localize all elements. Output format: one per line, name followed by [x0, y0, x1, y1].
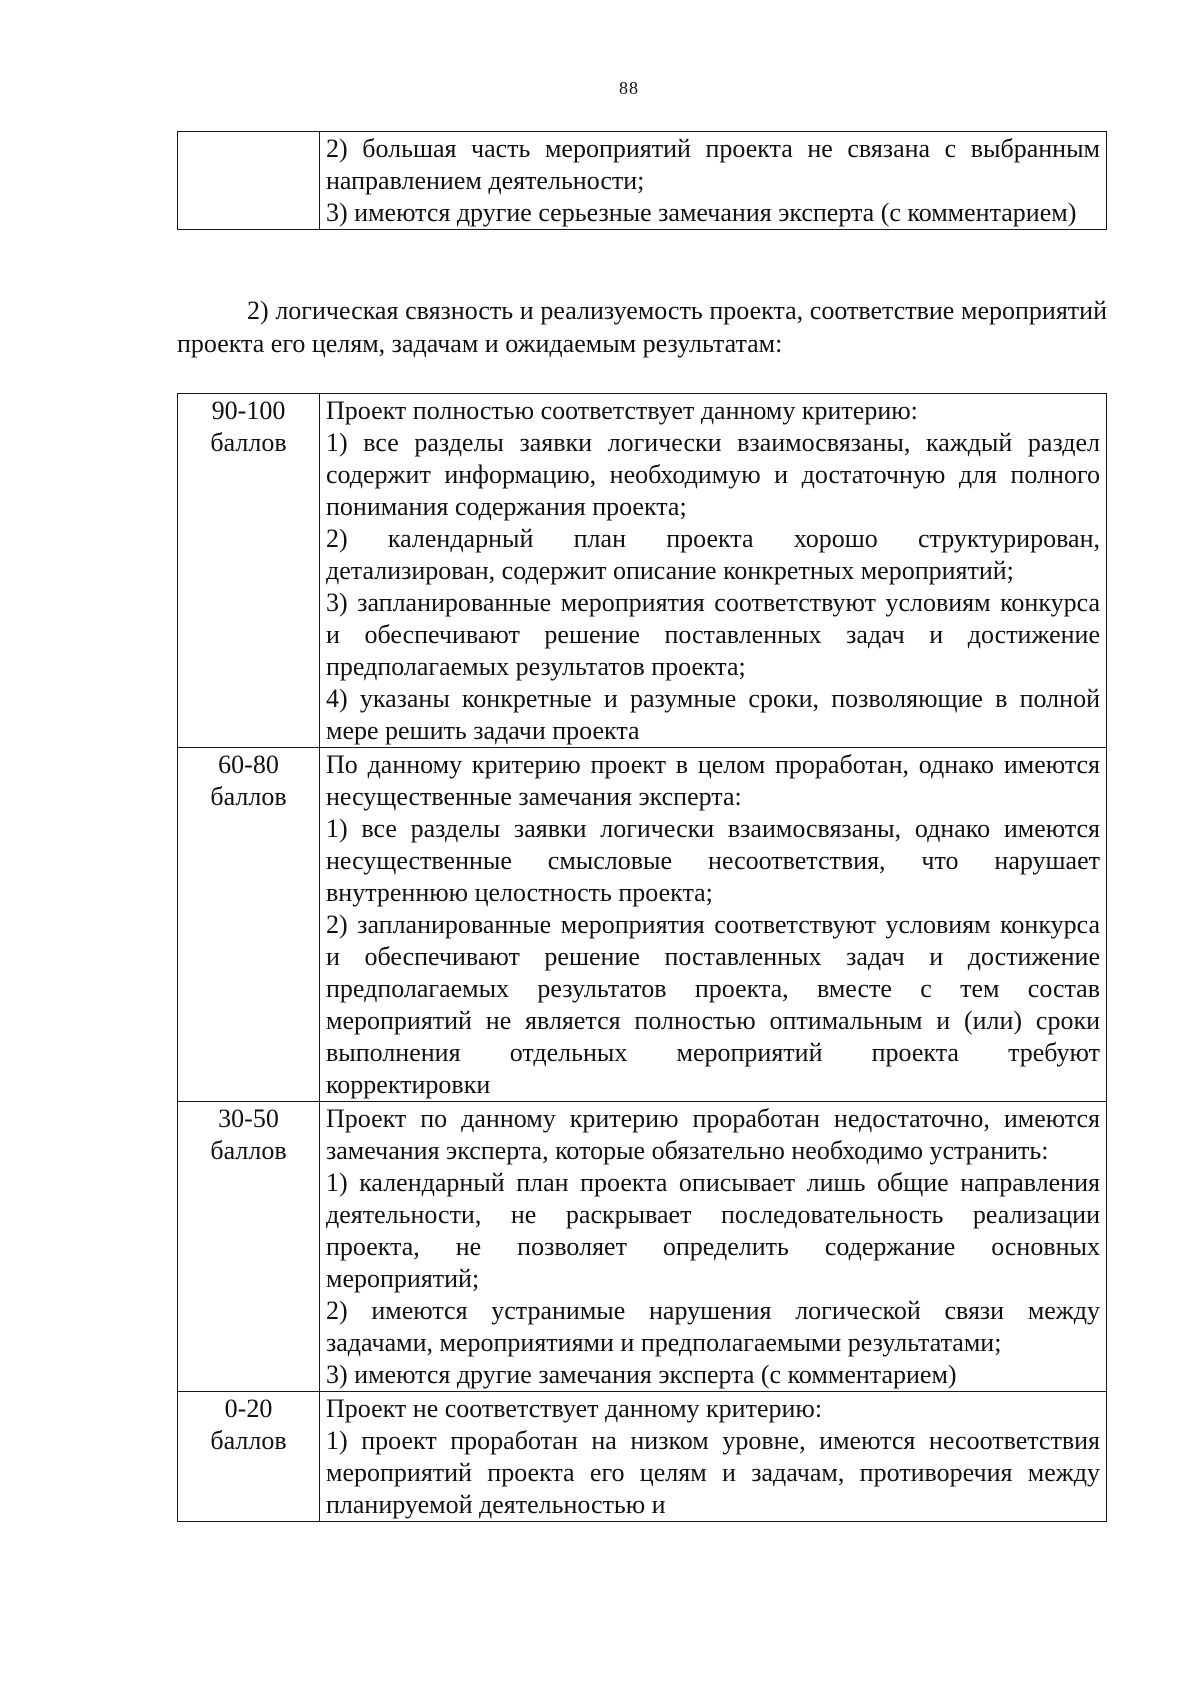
criterion-line: 1) календарный план проекта описывает лишь общие направления деятельности, не раскрывает последовательность реализации проекта, не позволяет определить содержание основных мероприятий; — [326, 1168, 1100, 1293]
score-unit: баллов — [210, 1136, 287, 1165]
criterion-line: 3) имеются другие серьезные замечания эксперта (с комментарием) — [326, 198, 1077, 227]
score-unit: баллов — [210, 782, 287, 811]
score-range: 30-50 — [218, 1104, 279, 1133]
page-number: 88 — [619, 78, 639, 98]
score-cell — [178, 748, 320, 1102]
score-unit: баллов — [210, 428, 287, 457]
continuation-table — [177, 131, 1107, 230]
criterion-line: 3) имеются другие замечания эксперта (с комментарием) — [326, 1360, 957, 1389]
description-cell — [320, 394, 1107, 748]
table-row — [178, 1102, 1107, 1392]
criteria-table — [177, 393, 1107, 1522]
table-row — [178, 748, 1107, 1102]
criterion-line: 2) календарный план проекта хорошо структурирован, детализирован, содержит описание конкретных мероприятий; — [326, 524, 1100, 585]
description-cell — [320, 1102, 1107, 1392]
score-unit: баллов — [210, 1426, 287, 1455]
criterion-heading: 2) логическая связность и реализуемость проекта, соответствие мероприятий проекта его целям, задачам и ожидаемым результатам: — [177, 296, 1107, 358]
table-row — [178, 1392, 1107, 1522]
criterion-line: Проект не соответствует данному критерию: — [326, 1394, 823, 1423]
description-cell — [320, 132, 1107, 230]
description-cell — [320, 748, 1107, 1102]
criterion-line: 1) все разделы заявки логически взаимосвязаны, каждый раздел содержит информацию, необходимую и достаточную для полного понимания содержания проекта; — [326, 428, 1100, 521]
description-cell — [320, 1392, 1107, 1522]
criterion-line: 2) большая часть мероприятий проекта не связана с выбранным направлением деятельности; — [326, 134, 1100, 195]
criterion-line: Проект по данному критерию проработан недостаточно, имеются замечания эксперта, которые обязательно необходимо устранить: — [326, 1104, 1100, 1165]
score-cell — [178, 1392, 320, 1522]
criterion-line: 2) запланированные мероприятия соответствуют условиям конкурса и обеспечивают решение поставленных задач и достижение предполагаемых результатов проекта, вместе с тем состав мероприятий не является полностью оптимальным и (или) сроки выполнения отдельных мероприятий проекта требуют корректировки — [326, 910, 1100, 1099]
criterion-line: По данному критерию проект в целом проработан, однако имеются несущественные замечания эксперта: — [326, 750, 1100, 811]
criterion-line: 1) все разделы заявки логически взаимосвязаны, однако имеются несущественные смысловые несоответствия, что нарушает внутреннюю целостность проекта; — [326, 814, 1100, 907]
table-row — [178, 394, 1107, 748]
criterion-line: 1) проект проработан на низком уровне, имеются несоответствия мероприятий проекта его целям и задачам, противоречия между планируемой деятельностью и — [326, 1426, 1100, 1519]
score-cell-empty — [178, 132, 320, 230]
table-row — [178, 132, 1107, 230]
score-range: 0-20 — [224, 1394, 273, 1423]
score-range: 60-80 — [218, 750, 279, 779]
criterion-line: 4) указаны конкретные и разумные сроки, позволяющие в полной мере решить задачи проекта — [326, 684, 1100, 745]
score-cell — [178, 394, 320, 748]
score-range: 90-100 — [211, 396, 286, 425]
criterion-line: 2) имеются устранимые нарушения логической связи между задачами, мероприятиями и предполагаемыми результатами; — [326, 1296, 1100, 1357]
criterion-line: 3) запланированные мероприятия соответствуют условиям конкурса и обеспечивают решение поставленных задач и достижение предполагаемых результатов проекта; — [326, 588, 1100, 681]
criterion-line: Проект полностью соответствует данному критерию: — [326, 396, 918, 425]
score-cell — [178, 1102, 320, 1392]
